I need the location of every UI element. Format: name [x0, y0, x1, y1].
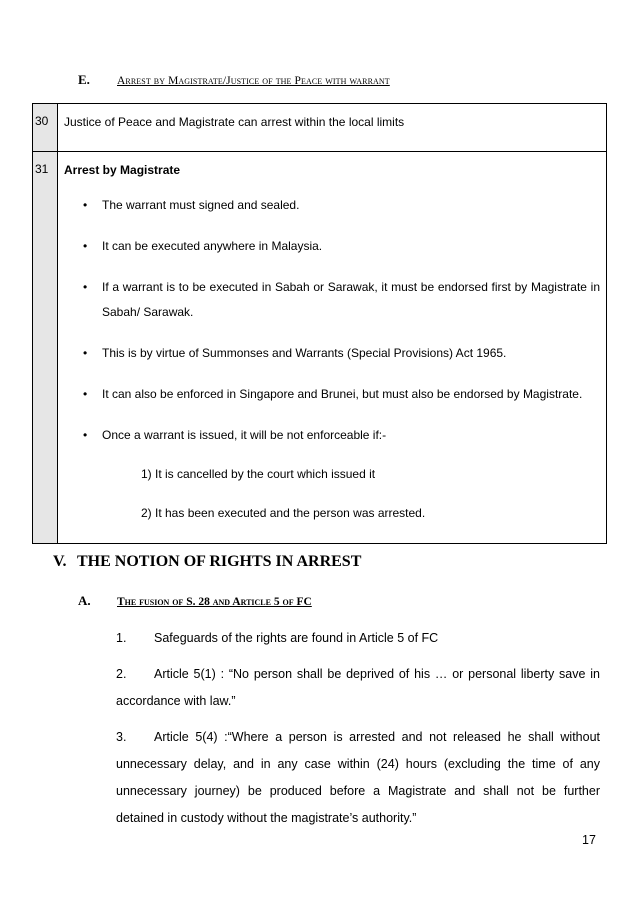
row-number: 31	[33, 152, 58, 544]
section-a-title: The fusion of S. 28 and Article 5 of FC	[117, 596, 312, 608]
table-row	[33, 152, 607, 544]
paragraph-number: 1.	[116, 631, 127, 645]
row-content	[58, 152, 607, 544]
row-number: 30	[33, 104, 58, 152]
section-e-heading	[78, 72, 618, 88]
row-text: Justice of Peace and Magistrate can arrest within the local limits	[58, 104, 607, 152]
sub-item: 2) It has been executed and the person was arrested.	[141, 506, 426, 520]
numbered-paragraphs	[116, 625, 600, 841]
paragraph	[116, 724, 600, 832]
bullet-list	[64, 193, 600, 448]
sub-item: 1) It is cancelled by the court which issued it	[141, 467, 376, 481]
section-v-roman: V.	[53, 553, 67, 570]
list-item-text: If a warrant is to be executed in Sabah or Sarawak, it must be endorsed first by Magistrate in Sabah/ Sarawak.	[102, 280, 600, 319]
bullet-icon: •	[83, 280, 88, 294]
bullet-icon: •	[83, 428, 88, 442]
section-e-title: Arrest by Magistrate/Justice of the Peace with warrant	[117, 75, 390, 87]
list-item	[64, 382, 600, 407]
list-item-text: Once a warrant is issued, it will be not enforceable if:-	[102, 428, 387, 442]
list-item-text: This is by virtue of Summonses and Warrants (Special Provisions) Act 1965.	[102, 346, 507, 360]
list-item	[64, 341, 600, 366]
paragraph-text: Safeguards of the rights are found in Article 5 of FC	[154, 631, 439, 645]
paragraph-text: Article 5(1) : “No person shall be deprived of his … or personal liberty save in accordance with law.”	[116, 667, 600, 708]
row-title: Arrest by Magistrate	[64, 163, 181, 177]
bullet-icon: •	[83, 239, 88, 253]
section-a-heading	[78, 593, 312, 609]
section-v-heading	[53, 553, 361, 571]
bullet-icon: •	[83, 198, 88, 212]
paragraph	[116, 661, 600, 715]
list-item-text: It can be executed anywhere in Malaysia.	[102, 239, 323, 253]
section-e-letter: E.	[78, 72, 90, 87]
table-row	[33, 104, 607, 152]
bullet-icon: •	[83, 387, 88, 401]
paragraph-number: 2.	[116, 667, 127, 681]
section-v-title: THE NOTION OF RIGHTS IN ARREST	[77, 553, 362, 570]
section-a-letter: A.	[78, 593, 91, 608]
paragraph-text: Article 5(4) :“Where a person is arrested and not released he shall without unnecessary delay, and in any case within (24) hours (excluding the time of any unnecessary journey) be produced before a Magistrate and shall not be further detained in custody without the magistrate’s authority.”	[116, 730, 600, 825]
list-item	[64, 423, 600, 448]
list-item	[64, 234, 600, 259]
bullet-icon: •	[83, 346, 88, 360]
list-item	[64, 275, 600, 325]
page-number: 17	[582, 833, 596, 847]
list-item-text: The warrant must signed and sealed.	[102, 198, 300, 212]
paragraph-number: 3.	[116, 730, 127, 744]
sections-table	[32, 103, 607, 544]
paragraph	[116, 625, 600, 652]
list-item	[64, 193, 600, 218]
list-item-text: It can also be enforced in Singapore and Brunei, but must also be endorsed by Magistrate.	[102, 387, 583, 401]
